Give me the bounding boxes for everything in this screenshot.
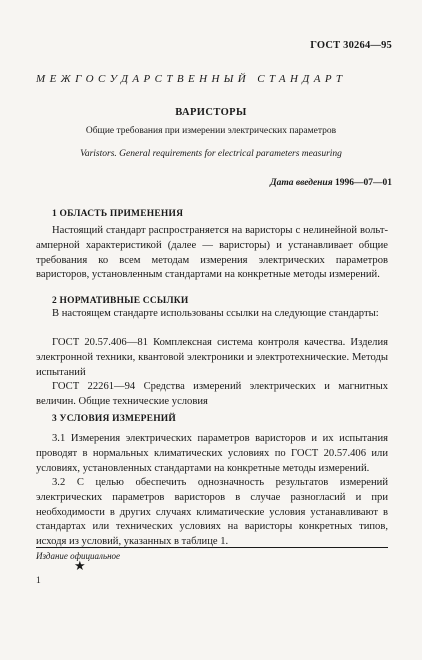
section-heading-references: 2 НОРМАТИВНЫЕ ССЫЛКИ: [52, 296, 189, 306]
introduction-date: [270, 178, 392, 188]
footer-divider: [36, 547, 388, 548]
introduction-date-label: Дата введения: [270, 178, 333, 188]
section-heading-conditions: 3 УСЛОВИЯ ИЗМЕРЕНИЙ: [52, 414, 176, 424]
paragraph-clause-3-1: 3.1 Измерения электрических параметров варисторов и их испытания проводят в нормальных климатических условиях по ГОСТ 20.57.406 или условиях, установленных стандартами на конкретные методы измерений.: [36, 433, 388, 474]
paragraph-reference-gost-20-57-406: ГОСТ 20.57.406—81 Комплексная система контроля качества. Изделия электронной техники, квантовой электроники и электротехнические. Методы испытаний: [36, 337, 388, 378]
paragraph-reference-gost-22261: ГОСТ 22261—94 Средства измерений электрических и магнитных величин. Общие технические условия: [36, 381, 388, 407]
page-number: 1: [36, 576, 41, 586]
document-number: ГОСТ 30264—95: [310, 40, 392, 51]
paragraph-clause-3-2: 3.2 С целью обеспечить однозначность результатов измерений электрических параметров варисторов в случае разногласий и при необходимости в других случаях климатические условия устанавливают в стандартах или технических условиях на варисторы конкретных типов, исходя из условий, указанных в таблице 1.: [36, 477, 388, 548]
paragraph-scope: Настоящий стандарт распространяется на варисторы с нелинейной вольт-амперной характеристикой (далее — варисторы) и устанавливает общие требования ко всем методам измерения электрических параметров варисторов, установленным стандартами на конкретные методы измерений.: [36, 225, 388, 281]
section-heading-scope: 1 ОБЛАСТЬ ПРИМЕНЕНИЯ: [52, 209, 184, 219]
introduction-date-value: 1996—07—01: [335, 178, 392, 188]
star-icon: ★: [74, 558, 86, 573]
subtitle-russian: Общие требования при измерении электрических параметров: [85, 126, 337, 136]
standard-type-heading: МЕЖГОСУДАРСТВЕННЫЙ СТАНДАРТ: [36, 73, 347, 85]
paragraph-references-intro: В настоящем стандарте использованы ссылки на следующие стандарты:: [52, 308, 379, 319]
subtitle-english: Varistors. General requirements for electrical parameters measuring: [80, 149, 342, 159]
document-title: ВАРИСТОРЫ: [175, 107, 247, 118]
official-edition-note: Издание официальное: [36, 551, 121, 561]
